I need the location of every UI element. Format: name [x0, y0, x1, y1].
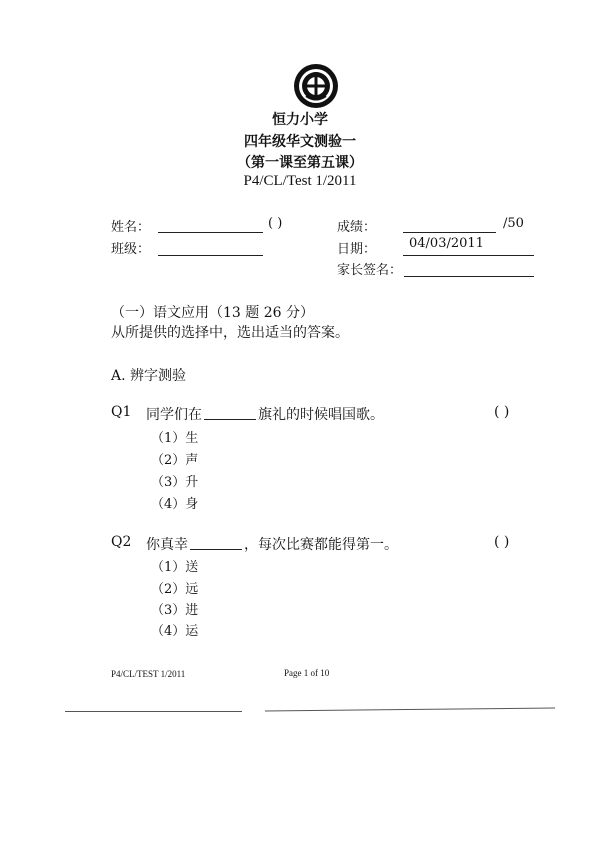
answer-blank[interactable]: [190, 539, 242, 550]
section-instruction: 从所提供的选择中，选出适当的答案。: [111, 325, 349, 341]
index-paren[interactable]: ( ): [268, 216, 283, 231]
option-1[interactable]: （1）送: [151, 560, 199, 575]
scan-line-right: [265, 707, 555, 711]
name-label: 姓名：: [111, 220, 151, 235]
option-4[interactable]: （4）身: [151, 497, 199, 512]
class-label: 班级：: [111, 242, 151, 257]
part-heading: A. 辨字测验: [111, 368, 187, 384]
school-name: 恒力小学: [272, 112, 328, 128]
date-value: 04/03/2011: [409, 236, 484, 251]
question-number: Q2: [111, 534, 132, 550]
question-stem: 你真幸 ，每次比赛都能得第一。: [146, 537, 398, 553]
name-line[interactable]: [158, 232, 263, 233]
date-label: 日期：: [337, 242, 377, 257]
answer-blank[interactable]: [204, 409, 256, 420]
score-label: 成绩：: [337, 220, 377, 235]
score-total: /50: [503, 216, 524, 231]
test-range: （第一课至第五课）: [237, 155, 363, 171]
option-3[interactable]: （3）进: [151, 603, 199, 618]
test-code: P4/CL/Test 1/2011: [243, 173, 357, 189]
parent-signature-line[interactable]: [404, 276, 534, 277]
option-4[interactable]: （4）运: [151, 624, 199, 639]
school-logo: [293, 63, 339, 109]
option-2[interactable]: （2）远: [151, 582, 199, 597]
section-title: （一）语文应用（13 题 26 分）: [111, 305, 314, 321]
score-line[interactable]: [403, 232, 496, 233]
answer-box[interactable]: ( ): [494, 534, 510, 550]
test-title: 四年级华文测验一: [244, 134, 356, 150]
answer-box[interactable]: ( ): [494, 404, 510, 420]
date-line: [403, 255, 534, 256]
class-line[interactable]: [158, 255, 263, 256]
footer-page: Page 1 of 10: [284, 668, 330, 678]
question-stem: 同学们在 旗礼的时候唱国歌。: [146, 407, 384, 423]
footer-code: P4/CL/TEST 1/2011: [111, 669, 186, 679]
question-number: Q1: [111, 404, 132, 420]
scan-line-left: [65, 711, 242, 712]
option-2[interactable]: （2）声: [151, 453, 199, 468]
option-3[interactable]: （3）升: [151, 475, 199, 490]
parent-signature-label: 家长签名：: [337, 263, 403, 278]
option-1[interactable]: （1）生: [151, 431, 199, 446]
